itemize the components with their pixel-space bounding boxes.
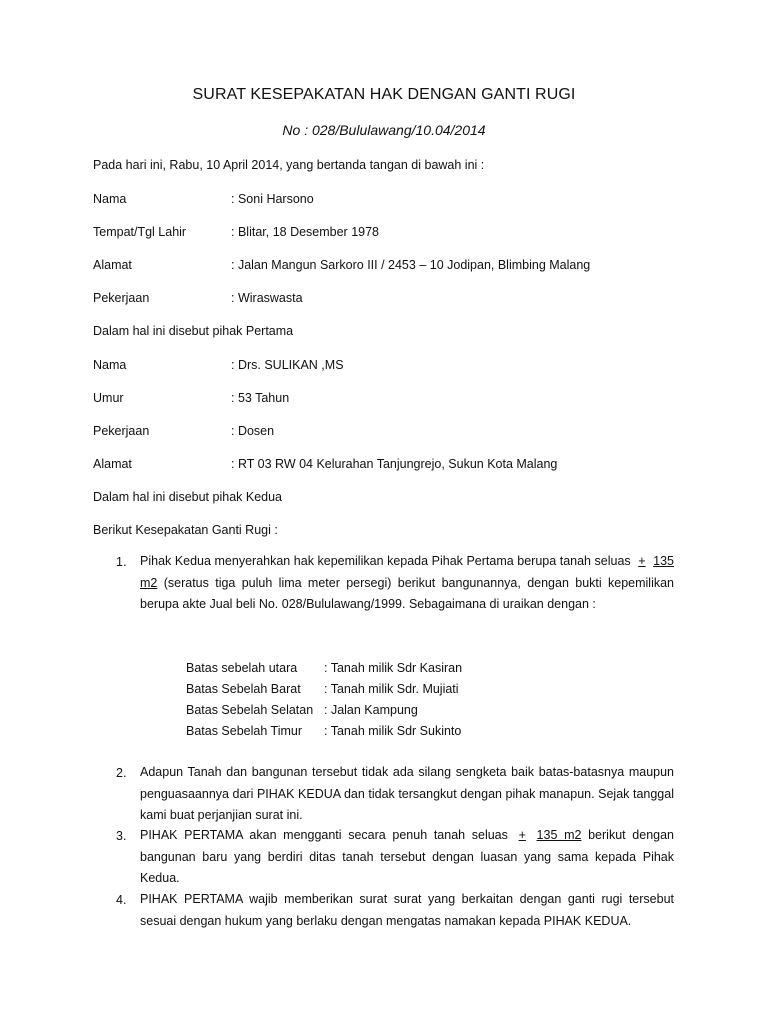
area-value: 135 m2 bbox=[140, 554, 674, 590]
document-title: SURAT KESEPAKATAN HAK DENGAN GANTI RUGI bbox=[192, 86, 576, 103]
party1-designation: Dalam hal ini disebut pihak Pertama bbox=[93, 324, 294, 338]
item-text: Pihak Kedua menyerahkan hak kepemilikan kepada Pihak Pertama berupa tanah seluas bbox=[140, 554, 631, 568]
field-value: : 53 Tahun bbox=[231, 391, 289, 405]
field-label: Alamat bbox=[93, 457, 132, 471]
field-label: Nama bbox=[93, 192, 127, 206]
party2-job-row bbox=[93, 424, 274, 438]
field-value: : Jalan Mangun Sarkoro III / 2453 – 10 Jodipan, Blimbing Malang bbox=[231, 258, 590, 272]
border-label: Batas sebelah utara bbox=[186, 661, 298, 675]
field-label: Tempat/Tgl Lahir bbox=[93, 225, 187, 239]
field-value: : Dosen bbox=[231, 424, 274, 438]
border-label: Batas Sebelah Selatan bbox=[186, 703, 314, 717]
border-label: Batas Sebelah Barat bbox=[186, 682, 301, 696]
item-number: 4. bbox=[116, 893, 127, 907]
agreement-item-4: PIHAK PERTAMA wajib memberikan surat surat yang berkaitan dengan ganti rugi tersebut sesuai dengan hukum yang berlaku dengan mengatas namakan kepada PIHAK KEDUA. bbox=[140, 892, 674, 928]
border-row bbox=[186, 682, 459, 696]
field-label: Alamat bbox=[93, 258, 132, 272]
plus-minus-sign: + bbox=[638, 554, 646, 568]
party2-name-row bbox=[93, 358, 344, 372]
field-value: : Wiraswasta bbox=[231, 291, 303, 305]
border-value: : Tanah milik Sdr. Mujiati bbox=[324, 682, 459, 696]
party1-address-row bbox=[93, 258, 590, 272]
field-label: Pekerjaan bbox=[93, 291, 150, 305]
plus-minus-sign: + bbox=[518, 828, 526, 842]
party1-name-row bbox=[93, 192, 314, 206]
field-label: Nama bbox=[93, 358, 127, 372]
border-value: : Tanah milik Sdr Sukinto bbox=[324, 724, 461, 738]
item-number: 2. bbox=[116, 766, 127, 780]
item-text: PIHAK PERTAMA akan mengganti secara penuh tanah seluas bbox=[140, 828, 508, 842]
party2-designation: Dalam hal ini disebut pihak Kedua bbox=[93, 490, 283, 504]
item-text: (seratus tiga puluh lima meter persegi) berikut bangunannya, dengan bukti kepemilikan berupa akte Jual beli No. 028/Bululawang/1999. Sebagaimana di uraikan dengan : bbox=[140, 575, 675, 611]
border-value: : Jalan Kampung bbox=[324, 703, 418, 717]
border-row bbox=[186, 724, 461, 738]
party2-address-row bbox=[93, 457, 557, 471]
area-value: 135 m2 bbox=[536, 828, 582, 842]
agreement-item-1 bbox=[140, 551, 674, 616]
item-number: 1. bbox=[116, 555, 127, 569]
border-label: Batas Sebelah Timur bbox=[186, 724, 303, 738]
border-row bbox=[186, 703, 418, 717]
party2-age-row bbox=[93, 391, 289, 405]
party1-job-row bbox=[93, 291, 303, 305]
field-value: : Blitar, 18 Desember 1978 bbox=[231, 225, 379, 239]
item-text: berikut dengan bangunan baru yang berdiri ditas tanah tersebut dengan luasan yang sama kepada Pihak Kedua. bbox=[140, 828, 674, 885]
agreement-item-2: Adapun Tanah dan bangunan tersebut tidak ada silang sengketa baik batas-batasnya maupun penguasaannya dari PIHAK KEDUA dan tidak tersangkut dengan pihak manapun. Sejak tanggal kami buat perjanjian surat ini. bbox=[140, 765, 674, 822]
field-label: Umur bbox=[93, 391, 124, 405]
field-value: : Drs. SULIKAN ,MS bbox=[231, 358, 344, 372]
border-row bbox=[186, 661, 462, 675]
border-value: : Tanah milik Sdr Kasiran bbox=[324, 661, 462, 675]
document-number: No : 028/Bululawang/10.04/2014 bbox=[282, 122, 486, 138]
field-value: : RT 03 RW 04 Kelurahan Tanjungrejo, Sukun Kota Malang bbox=[231, 457, 557, 471]
field-value: : Soni Harsono bbox=[231, 192, 314, 206]
party1-birth-row bbox=[93, 225, 379, 239]
agreement-intro: Berikut Kesepakatan Ganti Rugi : bbox=[93, 523, 278, 537]
intro-text: Pada hari ini, Rabu, 10 April 2014, yang bertanda tangan di bawah ini : bbox=[93, 158, 485, 172]
field-label: Pekerjaan bbox=[93, 424, 150, 438]
agreement-item-3 bbox=[140, 825, 674, 890]
item-number: 3. bbox=[116, 829, 127, 843]
